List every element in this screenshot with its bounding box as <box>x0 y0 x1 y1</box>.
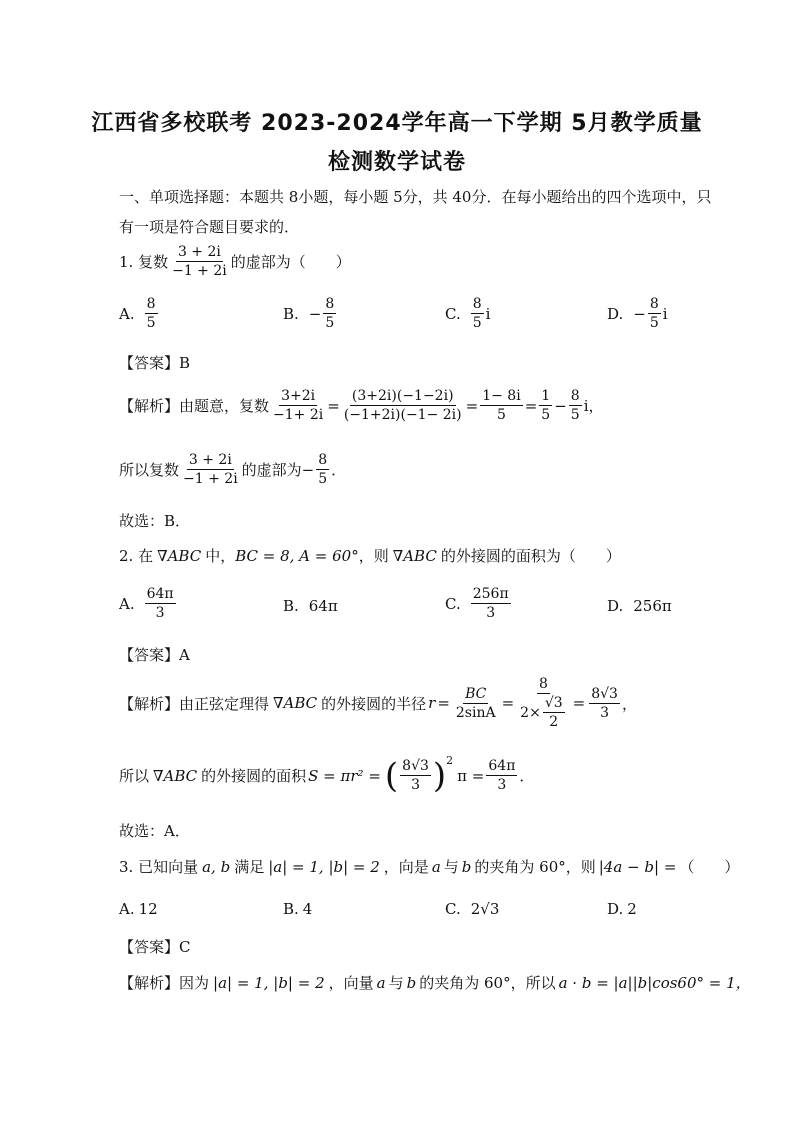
q1-expl-tail: i， <box>583 397 604 416</box>
q2-expl-end: ， <box>621 694 637 713</box>
q1-so-mid: 的虚部为− <box>241 461 315 480</box>
q3-expl-yu: 与 <box>388 974 404 992</box>
q1-so-prefix: 所以复数 <box>119 461 180 480</box>
q2-expl-eq-2: = <box>501 694 515 713</box>
q1-option-c-tail: i <box>485 304 491 323</box>
q2-option-c-label: C. <box>445 594 461 613</box>
q3-expl-mid: ，向量 <box>328 974 374 992</box>
q1-expl-frac-3 <box>480 388 522 423</box>
q2-expl-f2-den-a: 2× <box>520 704 541 721</box>
q2-expl-f2-den-sq-den: 2 <box>549 714 559 731</box>
section-instruction-line1: 一、单项选择题：本题共 8小题，每小题 5分，共 40分．在每小题给出的四个选项中，只 <box>119 188 712 206</box>
q1-expl-frac-5 <box>569 388 582 423</box>
q2-option-c <box>445 586 513 621</box>
q1-option-d <box>607 296 668 331</box>
q2-so-paren-frac <box>400 758 431 793</box>
q1-frac-den: −1 + 2i <box>172 263 227 280</box>
q1-prefix: 1. 复数 <box>119 253 169 272</box>
q3-prefix: 3. 已知向量 <box>119 858 199 876</box>
q1-expl-label: 【解析】 <box>119 397 180 416</box>
q3-suffix: （ ） <box>679 858 740 876</box>
q1-option-a-den: 5 <box>146 315 156 332</box>
q3-expl-vector-b: b <box>406 973 417 992</box>
q1-expl-f3-num: 1− 8i <box>480 388 522 406</box>
document-title-line1: 江西省多校联考 2023-2024学年高一下学期 5月教学质量 <box>91 111 703 136</box>
q1-so-end: ． <box>331 461 347 480</box>
q2-so-end: ． <box>519 767 535 786</box>
q1-expl-f5-num: 8 <box>569 388 582 406</box>
q2-expl-frac-1 <box>454 686 498 721</box>
q3-option-b <box>283 900 312 918</box>
q1-explanation <box>119 388 604 423</box>
q1-frac-num: 3 + 2i <box>176 244 223 262</box>
question-2-stem <box>119 545 621 566</box>
q1-expl-f1-num: 3+2i <box>279 388 317 406</box>
q1-conclusion <box>119 452 346 487</box>
q2-so-paren-num: 8√3 <box>400 758 431 776</box>
q1-option-d-den: 5 <box>649 315 659 332</box>
q2-option-a <box>119 586 178 621</box>
q1-so-num2: 8 <box>316 452 329 470</box>
q2-option-d-value: 256π <box>633 597 672 615</box>
q2-expl-f3-den: 3 <box>600 704 610 721</box>
q1-option-d-num: 8 <box>648 296 661 314</box>
q2-option-a-label: A. <box>119 594 135 613</box>
q2-mid: 中， <box>205 547 236 565</box>
q3-mid2: ，向是 <box>383 858 429 876</box>
q3-expression: |4a − b| = <box>598 857 677 876</box>
q3-option-c-label: C. <box>445 900 461 918</box>
q2-so-paren-open: ( <box>384 755 399 796</box>
q3-option-d <box>607 900 637 918</box>
q3-option-b-value: 4 <box>302 900 313 918</box>
q1-choice: 故选：B． <box>119 512 191 530</box>
q3-yu: 与 <box>443 858 459 876</box>
q2-so-frac <box>486 758 517 793</box>
q1-expl-text: 由题意，复数 <box>179 397 270 416</box>
q1-option-b-sign: − <box>308 304 322 323</box>
q1-option-a-num: 8 <box>145 296 158 314</box>
q2-so-area-formula: S = πr² = <box>308 766 381 785</box>
q1-expl-frac-1 <box>271 388 325 423</box>
q3-expl-label: 【解析】 <box>119 974 180 992</box>
q2-expl-text2: 的外接圆的半径 <box>321 694 427 713</box>
q1-option-c-den: 5 <box>472 315 482 332</box>
q3-answer: 【答案】C <box>119 938 191 956</box>
q1-option-b-num: 8 <box>323 296 336 314</box>
q2-condition: BC = 8, A = 60° <box>235 546 359 565</box>
question-3-stem <box>119 856 739 877</box>
q3-expl-mid2: 的夹角为 60°，所以 <box>419 974 556 992</box>
q2-choice: 故选：A． <box>119 822 190 840</box>
q2-expl-f2-den <box>518 694 568 730</box>
q1-fraction <box>170 244 229 279</box>
q1-expl-f3-den: 5 <box>496 407 506 424</box>
q2-so-mid: 的外接圆的面积 <box>201 767 307 786</box>
q3-expl-vector-a: a <box>376 973 386 992</box>
q1-expl-f2-num: (3+2i)(−1−2i) <box>350 388 456 406</box>
q3-option-a-value: 12 <box>138 900 158 918</box>
q2-option-a-den: 3 <box>155 605 165 622</box>
q1-option-c-frac <box>471 296 484 331</box>
q1-expl-eq-1: = <box>327 396 340 415</box>
q3-explanation <box>119 972 751 993</box>
q1-expl-f5-den: 5 <box>570 407 580 424</box>
q2-so-paren-close: ) <box>432 755 447 796</box>
q3-option-c-value: 2√3 <box>470 900 500 918</box>
q1-option-c-label: C. <box>445 304 461 323</box>
q3-option-a-label: A. <box>119 900 135 918</box>
q2-expl-triangle: ∇ABC <box>273 694 318 713</box>
q2-expl-text: 由正弦定理得 <box>179 694 270 713</box>
q1-so-num: 3 + 2i <box>187 452 234 470</box>
q1-option-c-num: 8 <box>471 296 484 314</box>
q2-expl-f2-num: 8 <box>537 676 550 694</box>
q2-so-num: 64π <box>486 758 517 776</box>
q1-option-b <box>283 296 338 331</box>
q1-so-frac <box>181 452 240 487</box>
q3-vectors: a, b <box>202 857 231 876</box>
q1-option-d-frac <box>648 296 661 331</box>
q3-option-a <box>119 900 158 918</box>
q2-expl-f1-den: 2sinA <box>455 704 496 721</box>
q2-expl-f1-num: BC <box>463 686 488 704</box>
q3-condition: |a| = 1, |b| = 2 <box>268 857 380 876</box>
q3-vector-a: a <box>431 857 441 876</box>
q1-option-b-den: 5 <box>325 315 335 332</box>
q2-expl-eq-3: = <box>572 694 586 713</box>
q1-expl-minus: − <box>554 396 567 415</box>
q2-option-b <box>283 597 338 615</box>
q2-option-b-value: 64π <box>308 597 338 615</box>
q1-expl-eq-3: = <box>524 396 538 415</box>
section-instruction-line2: 有一项是符合题目要求的． <box>119 218 300 236</box>
q3-option-b-label: B. <box>283 900 299 918</box>
q2-mid2: ，则 <box>358 547 389 565</box>
q2-triangle-2: ∇ABC <box>392 546 437 565</box>
q3-mid: 满足 <box>234 858 265 876</box>
q3-expl-condition: |a| = 1, |b| = 2 <box>213 973 325 992</box>
q1-expl-eq-2: = <box>465 396 479 415</box>
q2-option-c-den: 3 <box>486 605 496 622</box>
q2-so-triangle: ∇ABC <box>153 766 198 785</box>
q2-option-a-frac <box>145 586 176 621</box>
q1-expl-f2-den: (−1+2i)(−1− 2i) <box>343 407 462 424</box>
q2-explanation <box>119 676 637 730</box>
q1-so-den: −1 + 2i <box>183 471 238 488</box>
q2-option-d-label: D. <box>607 597 624 615</box>
q2-conclusion <box>119 754 535 796</box>
q1-expl-frac-4 <box>539 388 552 423</box>
q1-expl-frac-2 <box>342 388 464 423</box>
q1-option-d-label: D. <box>607 304 624 323</box>
q3-vector-b: b <box>461 857 472 876</box>
q3-option-d-value: 2 <box>627 900 637 918</box>
q2-expl-f2-den-sq-num: √3 <box>543 695 565 713</box>
question-1-stem <box>119 244 351 279</box>
q2-expl-f2-den-frac <box>543 695 565 730</box>
q1-option-d-sign: − <box>633 304 646 323</box>
q2-triangle: ∇ABC <box>157 546 202 565</box>
q1-expl-f4-den: 5 <box>541 407 551 424</box>
q2-expl-frac-3 <box>589 686 620 721</box>
q2-option-c-frac <box>471 586 511 621</box>
q2-suffix: 的外接圆的面积为（ ） <box>440 547 621 565</box>
q3-mid3: 的夹角为 60°，则 <box>474 858 596 876</box>
document-title-line2: 检测数学试卷 <box>327 150 466 175</box>
q2-so-pi: π = <box>457 766 485 785</box>
q2-expl-f3-num: 8√3 <box>589 686 620 704</box>
q3-expl-equation: a · b = |a||b|cos60° = 1， <box>558 974 751 992</box>
q1-option-a-label: A. <box>119 304 135 323</box>
q1-so-frac-2 <box>316 452 329 487</box>
q2-expl-frac-2 <box>518 676 568 730</box>
q1-expl-f1-den: −1+ 2i <box>273 407 324 424</box>
q1-answer: 【答案】B <box>119 354 191 372</box>
q3-option-c <box>445 900 499 918</box>
q2-expl-label: 【解析】 <box>119 694 180 713</box>
q1-option-b-label: B. <box>283 304 299 323</box>
q1-so-den2: 5 <box>318 471 328 488</box>
q2-answer: 【答案】A <box>119 646 190 664</box>
q2-option-d <box>607 597 672 615</box>
q2-so-power: 2 <box>446 754 454 767</box>
q2-so-den: 3 <box>497 777 507 794</box>
q2-option-c-num: 256π <box>471 586 511 604</box>
q2-prefix: 2. 在 <box>119 547 154 565</box>
q3-option-d-label: D. <box>607 900 624 918</box>
q1-option-d-tail: i <box>662 304 668 323</box>
q2-so-paren-den: 3 <box>411 777 420 794</box>
q2-so-prefix: 所以 <box>119 767 150 786</box>
q2-expl-eq-1: = <box>437 694 450 713</box>
q1-suffix: 的虚部为（ ） <box>230 253 351 272</box>
q2-option-a-num: 64π <box>145 586 176 604</box>
q1-option-b-frac <box>323 296 336 331</box>
q1-option-a <box>119 296 160 331</box>
q1-expl-f4-num: 1 <box>539 388 552 406</box>
q3-expl-text: 因为 <box>179 974 210 992</box>
q1-option-a-frac <box>145 296 158 331</box>
q2-option-b-label: B. <box>283 597 299 615</box>
q2-expl-r: r <box>428 694 436 713</box>
q1-option-c <box>445 296 490 331</box>
